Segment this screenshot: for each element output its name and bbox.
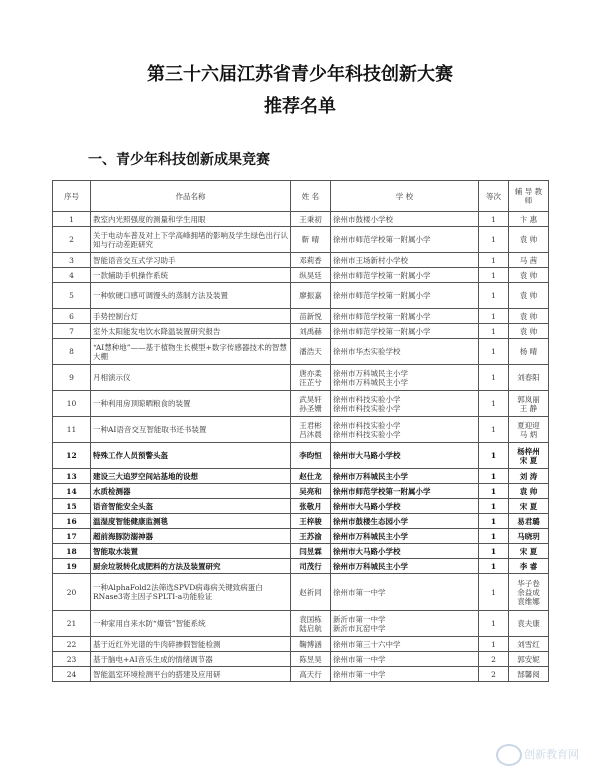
cell-no: 11 bbox=[53, 417, 91, 443]
table-row bbox=[53, 559, 549, 574]
cell-teacher: 宋 夏 bbox=[509, 499, 549, 514]
cell-rank: 2 bbox=[479, 667, 509, 682]
table-row bbox=[53, 417, 549, 443]
cell-person: 靳 晴 bbox=[291, 227, 331, 253]
cell-work-name: 手势控制台灯 bbox=[91, 309, 291, 324]
cell-rank: 1 bbox=[479, 499, 509, 514]
header-person: 姓 名 bbox=[291, 181, 331, 212]
cell-teacher: 卞 惠 bbox=[509, 212, 549, 227]
cell-no: 21 bbox=[53, 611, 91, 637]
table-row bbox=[53, 514, 549, 529]
cell-school: 徐州市师范学校第一附属小学 bbox=[331, 283, 479, 309]
cell-school: 徐州市科技实验小学 徐州市科技实验小学 bbox=[331, 417, 479, 443]
cell-person: 司茂行 bbox=[291, 559, 331, 574]
cell-rank: 1 bbox=[479, 309, 509, 324]
cell-school: 徐州市大马路小学校 bbox=[331, 499, 479, 514]
cell-rank: 1 bbox=[479, 324, 509, 339]
cell-person: 王梓骏 bbox=[291, 514, 331, 529]
cell-no: 1 bbox=[53, 212, 91, 227]
cell-person: 苗新悦 bbox=[291, 309, 331, 324]
cell-work-name: 一款辅助手机操作系统 bbox=[91, 268, 291, 283]
cell-rank: 1 bbox=[479, 559, 509, 574]
table-row bbox=[53, 227, 549, 253]
cell-school: 徐州市师范学校第一附属小学 bbox=[331, 484, 479, 499]
section-heading: 一、青少年科技创新成果竞赛 bbox=[88, 152, 270, 168]
cell-person: 王君彬 吕沐晨 bbox=[291, 417, 331, 443]
cell-rank: 1 bbox=[479, 212, 509, 227]
cell-person: 武昊轩 孙圣姗 bbox=[291, 391, 331, 417]
cell-work-name: 语音智能安全头盔 bbox=[91, 499, 291, 514]
cell-no: 17 bbox=[53, 529, 91, 544]
table-row bbox=[53, 484, 549, 499]
cell-teacher: 李 睿 bbox=[509, 559, 549, 574]
cell-teacher: 袁 帅 bbox=[509, 324, 549, 339]
watermark bbox=[496, 740, 586, 768]
cell-work-name: 基于近红外光谱的牛肉碎掺假智能检测 bbox=[91, 637, 291, 652]
table-row bbox=[53, 652, 549, 667]
header-work-name: 作品名称 bbox=[91, 181, 291, 212]
cell-work-name: 智能取水装置 bbox=[91, 544, 291, 559]
cell-school: 徐州市大马路小学校 bbox=[331, 544, 479, 559]
cell-person: 闫昱霖 bbox=[291, 544, 331, 559]
cell-work-name: 一种利用房顶晾晒粮食的装置 bbox=[91, 391, 291, 417]
cell-work-name: 基于脑电+AI音乐生成的情绪调节器 bbox=[91, 652, 291, 667]
cell-school: 徐州市万科城民主小学 bbox=[331, 469, 479, 484]
cell-person: 李昀恒 bbox=[291, 443, 331, 469]
cell-teacher: 郜馨阅 bbox=[509, 667, 549, 682]
table-row bbox=[53, 469, 549, 484]
cell-work-name: 一种家用自来水防“爆管”智能系统 bbox=[91, 611, 291, 637]
cell-school: 徐州市师范学校第一附属小学 bbox=[331, 268, 479, 283]
cell-school: 新沂市第一中学 新沂市瓦窑中学 bbox=[331, 611, 479, 637]
cell-work-name: 一种AlphaFold2法筛选SPVD病毒病关键致病蛋白RNase3寄主因子SPLTI-a功能验证 bbox=[91, 574, 291, 611]
cell-work-name: 月相演示仪 bbox=[91, 365, 291, 391]
cell-teacher: 袁 帅 bbox=[509, 268, 549, 283]
cell-teacher: 袁 帅 bbox=[509, 484, 549, 499]
header-teacher: 辅 导 教 师 bbox=[509, 181, 549, 212]
cell-teacher: 郭岚丽 王 静 bbox=[509, 391, 549, 417]
cell-person: 鞠博涵 bbox=[291, 637, 331, 652]
cell-work-name: 厨余垃圾转化成肥料的方法及装置研究 bbox=[91, 559, 291, 574]
cell-no: 10 bbox=[53, 391, 91, 417]
cell-no: 6 bbox=[53, 309, 91, 324]
cell-school: 徐州市师范学校第一附属小学 bbox=[331, 309, 479, 324]
cell-person: 纵昊廷 bbox=[291, 268, 331, 283]
cell-person: 张敬月 bbox=[291, 499, 331, 514]
cell-no: 19 bbox=[53, 559, 91, 574]
page-title: 第三十六届江苏省青少年科技创新大赛 bbox=[147, 64, 453, 85]
results-table bbox=[52, 180, 549, 682]
cell-teacher: 袁夫康 bbox=[509, 611, 549, 637]
cell-rank: 1 bbox=[479, 443, 509, 469]
cell-person: 高天行 bbox=[291, 667, 331, 682]
cell-person: 潘浩天 bbox=[291, 339, 331, 365]
cell-school: 徐州市科技实验小学 徐州市科技实验小学 bbox=[331, 391, 479, 417]
cell-school: 徐州市第一中学 bbox=[331, 667, 479, 682]
table-row bbox=[53, 324, 549, 339]
cell-no: 8 bbox=[53, 339, 91, 365]
cell-no: 22 bbox=[53, 637, 91, 652]
table-row bbox=[53, 309, 549, 324]
cell-person: 廖振嘉 bbox=[291, 283, 331, 309]
cell-work-name: 智能温室环境检测平台的搭建及应用研 bbox=[91, 667, 291, 682]
cell-no: 4 bbox=[53, 268, 91, 283]
table-row bbox=[53, 667, 549, 682]
cell-rank: 1 bbox=[479, 611, 509, 637]
cell-teacher: 袁 帅 bbox=[509, 309, 549, 324]
cell-school: 徐州市师范学校第一附属小学 bbox=[331, 227, 479, 253]
cell-school: 徐州市鼓楼生态园小学 bbox=[331, 514, 479, 529]
cell-teacher: 夏迎迎 马 炳 bbox=[509, 417, 549, 443]
cell-work-name: 水质检测器 bbox=[91, 484, 291, 499]
cell-school: 徐州市华杰实验学校 bbox=[331, 339, 479, 365]
cell-work-name: 室外太阳能发电饮水降温装置研究报告 bbox=[91, 324, 291, 339]
table-row bbox=[53, 637, 549, 652]
cell-teacher: 杨梓州 宋 夏 bbox=[509, 443, 549, 469]
cell-no: 23 bbox=[53, 652, 91, 667]
cell-rank: 1 bbox=[479, 391, 509, 417]
table-row bbox=[53, 365, 549, 391]
cell-school: 徐州市王场新村小学校 bbox=[331, 253, 479, 268]
cell-no: 2 bbox=[53, 227, 91, 253]
cell-work-name: 超前海豚防溺神器 bbox=[91, 529, 291, 544]
cell-rank: 1 bbox=[479, 484, 509, 499]
cell-work-name: 特殊工作人员预警头盔 bbox=[91, 443, 291, 469]
table-row bbox=[53, 544, 549, 559]
watermark-text: 创新教育网 bbox=[524, 748, 579, 761]
table-row bbox=[53, 212, 549, 227]
page-subtitle: 推荐名单 bbox=[264, 96, 336, 117]
header-school: 学 校 bbox=[331, 181, 479, 212]
cell-no: 14 bbox=[53, 484, 91, 499]
table-row bbox=[53, 253, 549, 268]
cell-no: 3 bbox=[53, 253, 91, 268]
cell-work-name: 教室内光照强度的测量和学生用眼 bbox=[91, 212, 291, 227]
cell-rank: 2 bbox=[479, 652, 509, 667]
cell-school: 徐州市师范学校第一附属小学 bbox=[331, 324, 479, 339]
cell-rank: 1 bbox=[479, 469, 509, 484]
header-no: 序号 bbox=[53, 181, 91, 212]
table-row bbox=[53, 391, 549, 417]
table-header-row bbox=[53, 181, 549, 212]
header-rank: 等次 bbox=[479, 181, 509, 212]
cell-teacher: 刘春阳 bbox=[509, 365, 549, 391]
cell-rank: 1 bbox=[479, 417, 509, 443]
cell-rank: 1 bbox=[479, 283, 509, 309]
cell-rank: 1 bbox=[479, 637, 509, 652]
cell-rank: 1 bbox=[479, 529, 509, 544]
table-row bbox=[53, 611, 549, 637]
cell-person: 吴亮和 bbox=[291, 484, 331, 499]
cell-no: 5 bbox=[53, 283, 91, 309]
cell-no: 20 bbox=[53, 574, 91, 611]
cell-teacher: 袁 帅 bbox=[509, 227, 549, 253]
cell-teacher: 刘 涛 bbox=[509, 469, 549, 484]
cell-no: 15 bbox=[53, 499, 91, 514]
cell-teacher: 刘雪红 bbox=[509, 637, 549, 652]
cell-rank: 1 bbox=[479, 268, 509, 283]
cell-person: 王苏渝 bbox=[291, 529, 331, 544]
cell-work-name: 智能语音交互式学习助手 bbox=[91, 253, 291, 268]
cell-school: 徐州市万科城民主小学 徐州市万科城民主小学 bbox=[331, 365, 479, 391]
cell-person: 赵仕龙 bbox=[291, 469, 331, 484]
cell-no: 12 bbox=[53, 443, 91, 469]
cell-no: 16 bbox=[53, 514, 91, 529]
cell-work-name: “AI慧种地”——基于植物生长模型+数字传感器技术的智慧大棚 bbox=[91, 339, 291, 365]
cell-person: 王秉初 bbox=[291, 212, 331, 227]
cell-teacher: 马 茜 bbox=[509, 253, 549, 268]
cell-school: 徐州市万科城民主小学 bbox=[331, 529, 479, 544]
cell-person: 陈昱昊 bbox=[291, 652, 331, 667]
cell-teacher: 宋 夏 bbox=[509, 544, 549, 559]
cell-work-name: 建设三大追罗空间站基地的设想 bbox=[91, 469, 291, 484]
table-row bbox=[53, 529, 549, 544]
table-row bbox=[53, 268, 549, 283]
cell-work-name: 温湿度智能健康监测毯 bbox=[91, 514, 291, 529]
cell-teacher: 华子卷 余益成 袁维娜 bbox=[509, 574, 549, 611]
table-row bbox=[53, 499, 549, 514]
watermark-logo-icon bbox=[496, 744, 522, 766]
cell-school: 徐州市大马路小学校 bbox=[331, 443, 479, 469]
cell-rank: 1 bbox=[479, 365, 509, 391]
cell-rank: 1 bbox=[479, 544, 509, 559]
table-body bbox=[53, 212, 549, 682]
cell-work-name: 关于电动车普及对上下学高峰拥堵的影响及学生绿色出行认知与行动差距研究 bbox=[91, 227, 291, 253]
cell-no: 9 bbox=[53, 365, 91, 391]
cell-no: 24 bbox=[53, 667, 91, 682]
table-row bbox=[53, 339, 549, 365]
cell-school: 徐州市第一中学 bbox=[331, 574, 479, 611]
cell-school: 徐州市第一中学 bbox=[331, 652, 479, 667]
table-row bbox=[53, 574, 549, 611]
cell-school: 徐州市鼓楼小学校 bbox=[331, 212, 479, 227]
cell-work-name: 一种AI语音交互智能取书还书装置 bbox=[91, 417, 291, 443]
cell-person: 刘禹赫 bbox=[291, 324, 331, 339]
cell-no: 18 bbox=[53, 544, 91, 559]
cell-rank: 1 bbox=[479, 339, 509, 365]
cell-teacher: 郭安妮 bbox=[509, 652, 549, 667]
cell-no: 7 bbox=[53, 324, 91, 339]
cell-school: 徐州市第三十六中学 bbox=[331, 637, 479, 652]
cell-teacher: 杨 晴 bbox=[509, 339, 549, 365]
cell-rank: 1 bbox=[479, 227, 509, 253]
cell-rank: 1 bbox=[479, 253, 509, 268]
cell-person: 唐亦柔 汪芷兮 bbox=[291, 365, 331, 391]
cell-teacher: 马晓玥 bbox=[509, 529, 549, 544]
cell-teacher: 易君璐 bbox=[509, 514, 549, 529]
cell-work-name: 一种软硬口感可调馒头的蒸制方法及装置 bbox=[91, 283, 291, 309]
table-row bbox=[53, 283, 549, 309]
cell-person: 袁国栋 陆启航 bbox=[291, 611, 331, 637]
cell-no: 13 bbox=[53, 469, 91, 484]
table-row bbox=[53, 443, 549, 469]
cell-rank: 1 bbox=[479, 574, 509, 611]
cell-rank: 1 bbox=[479, 514, 509, 529]
cell-person: 邓莉香 bbox=[291, 253, 331, 268]
cell-person: 赵祈同 bbox=[291, 574, 331, 611]
cell-school: 徐州市万科城民主小学 bbox=[331, 559, 479, 574]
cell-teacher: 袁 帅 bbox=[509, 283, 549, 309]
